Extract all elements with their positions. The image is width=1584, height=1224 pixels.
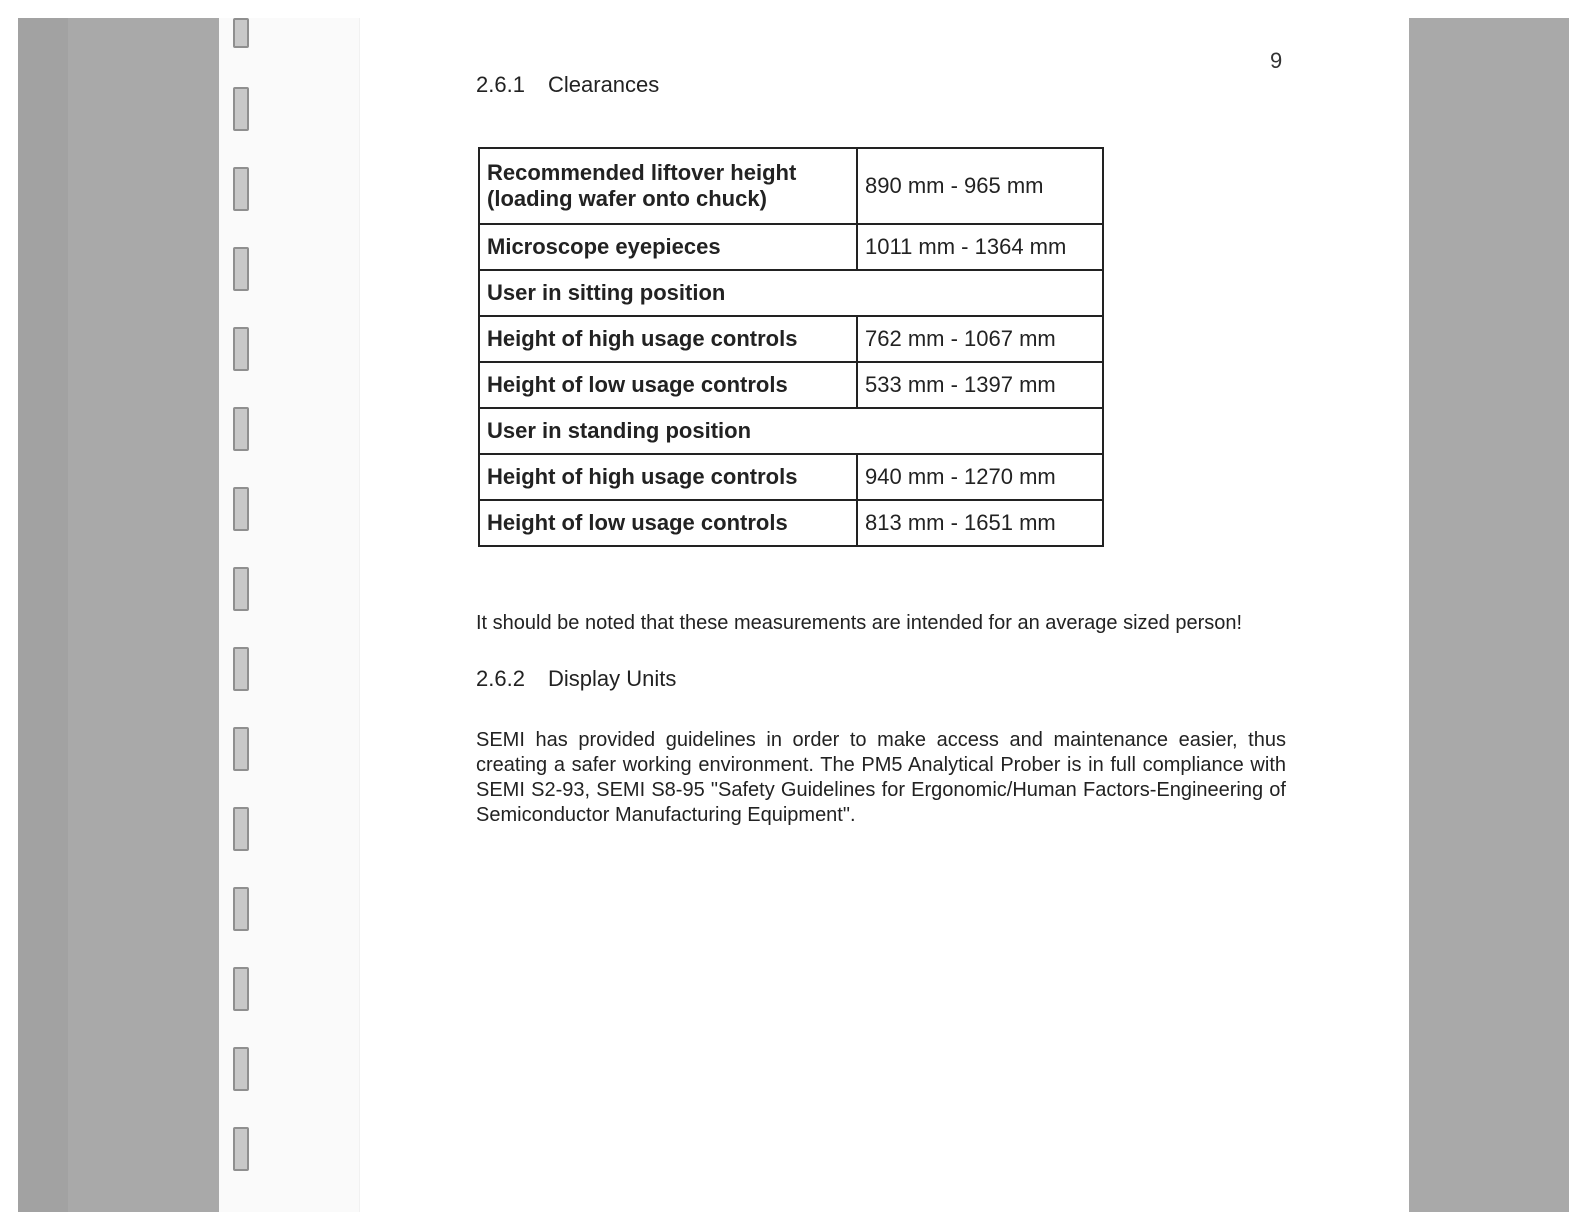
row-value: 890 mm - 965 mm xyxy=(857,148,1103,224)
section-title: Clearances xyxy=(548,72,660,97)
row-label: Height of low usage controls xyxy=(479,500,857,546)
row-label: Height of low usage controls xyxy=(479,362,857,408)
binding-hole xyxy=(233,1047,249,1091)
binding-hole xyxy=(233,87,249,131)
binding-hole xyxy=(233,327,249,371)
section-heading-clearances xyxy=(476,72,659,98)
binding-hole xyxy=(233,887,249,931)
binding-hole xyxy=(233,647,249,691)
section-number: 2.6.2 xyxy=(476,666,525,691)
table-row xyxy=(479,224,1103,270)
binding-hole xyxy=(233,407,249,451)
row-value: 762 mm - 1067 mm xyxy=(857,316,1103,362)
binding-hole xyxy=(233,487,249,531)
table-row xyxy=(479,148,1103,224)
binding-hole xyxy=(233,967,249,1011)
binding-hole xyxy=(233,247,249,291)
section-number: 2.6.1 xyxy=(476,72,525,97)
table-row xyxy=(479,500,1103,546)
binding-hole xyxy=(233,167,249,211)
binding-hole xyxy=(233,18,249,48)
scan-border-right xyxy=(1409,18,1569,1212)
row-value: 533 mm - 1397 mm xyxy=(857,362,1103,408)
binding-hole xyxy=(233,567,249,611)
table-section-row xyxy=(479,408,1103,454)
section-title: Display Units xyxy=(548,666,677,691)
table-row xyxy=(479,454,1103,500)
row-value: 940 mm - 1270 mm xyxy=(857,454,1103,500)
table-row xyxy=(479,316,1103,362)
row-label: Height of high usage controls xyxy=(479,316,857,362)
section-label: User in sitting position xyxy=(479,270,1103,316)
row-label: Height of high usage controls xyxy=(479,454,857,500)
page-number: 9 xyxy=(1270,48,1283,73)
section-label: User in standing position xyxy=(479,408,1103,454)
binding-hole xyxy=(233,1127,249,1171)
row-label: Recommended liftover height (loading wafer onto chuck) xyxy=(479,148,857,224)
binding-hole xyxy=(233,727,249,771)
row-value: 813 mm - 1651 mm xyxy=(857,500,1103,546)
binding-hole xyxy=(233,807,249,851)
section-heading-display-units xyxy=(476,666,676,692)
scan-border-left-shade xyxy=(18,18,68,1212)
table-section-row xyxy=(479,270,1103,316)
measurement-note: It should be noted that these measurements are intended for an average sized person! xyxy=(476,612,1243,634)
row-value: 1011 mm - 1364 mm xyxy=(857,224,1103,270)
row-label: Microscope eyepieces xyxy=(479,224,857,270)
table-row xyxy=(479,362,1103,408)
clearances-table xyxy=(478,147,1104,547)
display-units-paragraph: SEMI has provided guidelines in order to make access and maintenance easier, thus creating a safer working environment. The PM5 Analytical Prober is in full compliance with SEMI S2-93, SEMI S8-95 "Safety Guidelines for Ergonomic/Human Factors-Engineering of Semiconductor Manufacturing Equipment". xyxy=(476,729,1286,826)
